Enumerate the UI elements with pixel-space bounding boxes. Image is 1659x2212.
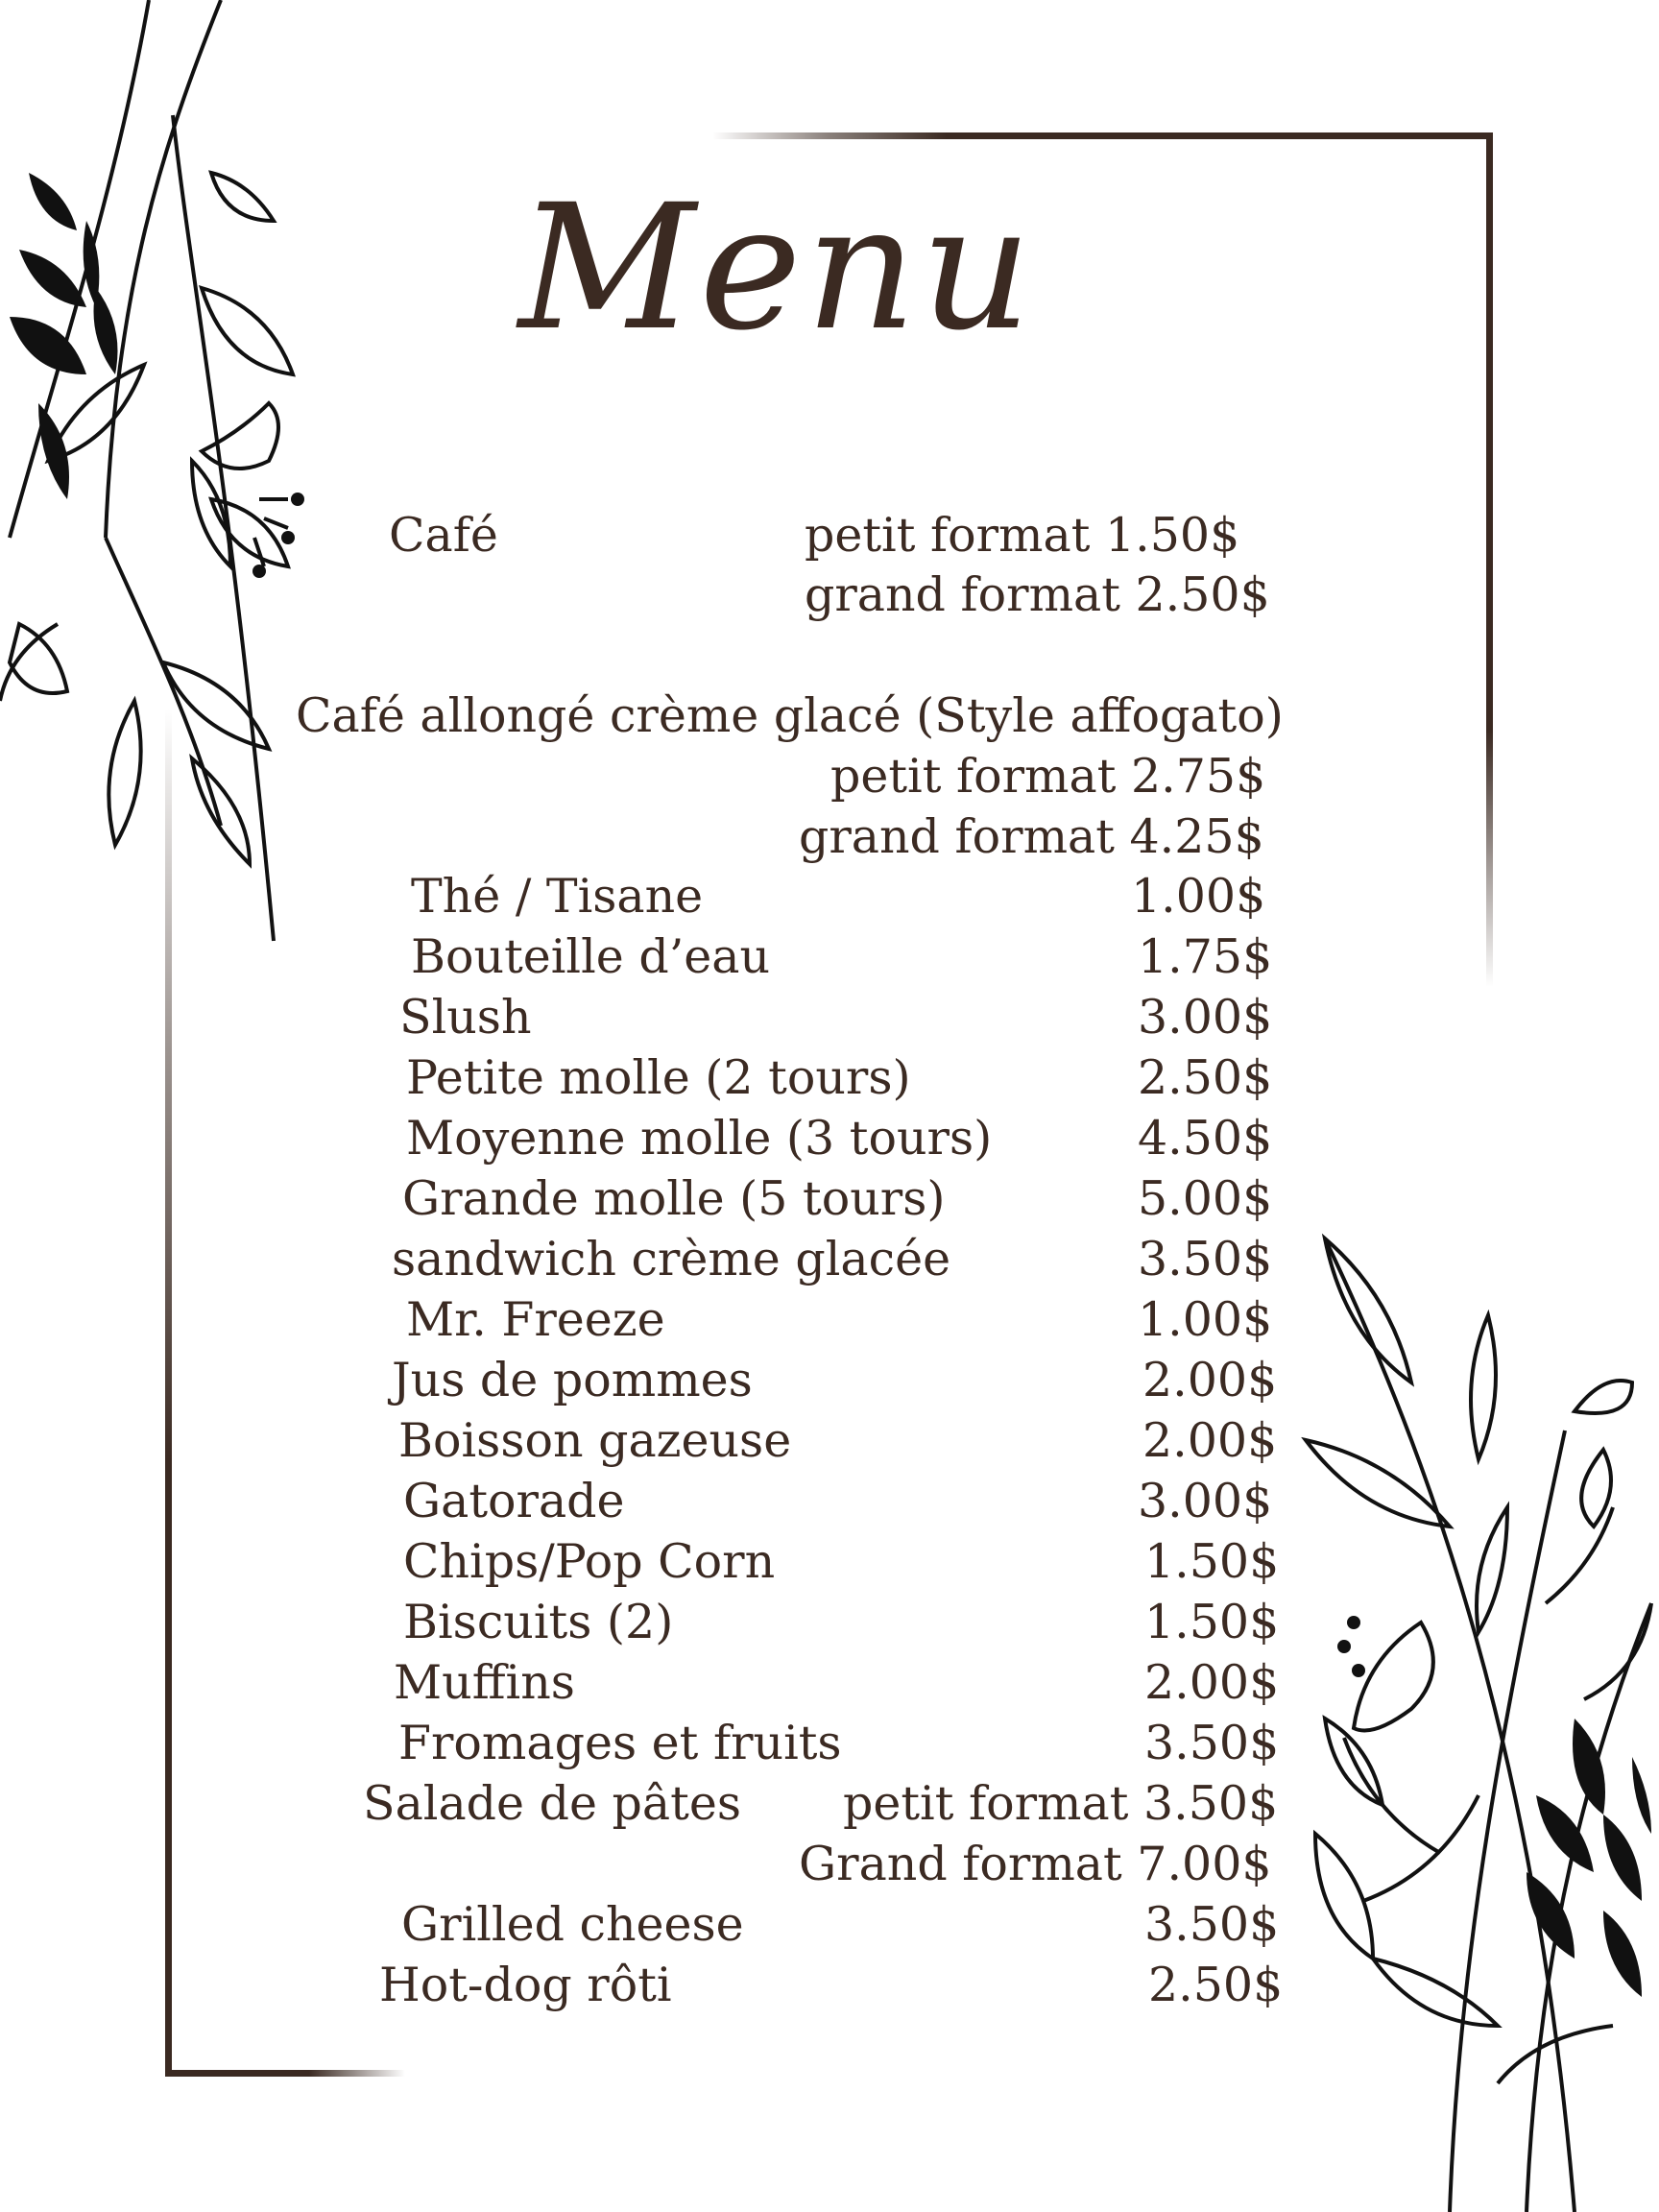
item-price-cafe-small: petit format 1.50$ — [805, 508, 1240, 563]
item-price-muffins: 2.00$ — [1144, 1655, 1280, 1710]
frame-top-edge — [712, 132, 1493, 139]
item-price-cafe-large: grand format 2.50$ — [805, 567, 1270, 622]
item-price-grilled-cheese: 3.50$ — [1144, 1897, 1280, 1952]
item-price-salade-small: petit format 3.50$ — [843, 1776, 1279, 1831]
botanical-branch-top-left-icon — [0, 0, 326, 960]
item-name-sandwich: sandwich crème glacée — [392, 1232, 951, 1286]
menu-title: Menu — [518, 168, 1036, 369]
item-name-muffins: Muffins — [394, 1655, 575, 1710]
item-name-grilled-cheese: Grilled cheese — [401, 1897, 744, 1952]
item-price-slush: 3.00$ — [1138, 990, 1273, 1045]
item-name-hot-dog: Hot-dog rôti — [379, 1958, 672, 2012]
item-name-chips: Chips/Pop Corn — [403, 1534, 776, 1589]
item-name-salade: Salade de pâtes — [363, 1776, 741, 1831]
item-name-cafe: Café — [389, 508, 498, 563]
botanical-branch-bottom-right-icon — [1286, 1219, 1659, 2212]
item-name-gazeuse: Boisson gazeuse — [398, 1413, 792, 1468]
item-name-grande-molle: Grande molle (5 tours) — [402, 1171, 946, 1226]
item-price-chips: 1.50$ — [1144, 1534, 1280, 1589]
item-name-fromages: Fromages et fruits — [398, 1716, 842, 1770]
item-name-gatorade: Gatorade — [403, 1474, 625, 1528]
item-price-eau: 1.75$ — [1138, 929, 1273, 984]
item-price-petite-molle: 2.50$ — [1138, 1050, 1273, 1105]
item-price-the: 1.00$ — [1131, 869, 1266, 924]
item-name-jus: Jus de pommes — [392, 1353, 753, 1407]
item-price-gatorade: 3.00$ — [1138, 1474, 1273, 1528]
frame-bottom-edge — [165, 2070, 405, 2077]
item-name-eau: Bouteille d’eau — [411, 929, 771, 984]
item-price-jus: 2.00$ — [1142, 1353, 1278, 1407]
item-name-moyenne-molle: Moyenne molle (3 tours) — [406, 1111, 993, 1166]
item-name-mr-freeze: Mr. Freeze — [406, 1292, 665, 1347]
item-price-gazeuse: 2.00$ — [1142, 1413, 1278, 1468]
item-price-fromages: 3.50$ — [1144, 1716, 1280, 1770]
item-price-grande-molle: 5.00$ — [1138, 1171, 1273, 1226]
item-price-affogato-large: grand format 4.25$ — [799, 809, 1264, 864]
item-name-the: Thé / Tisane — [411, 869, 704, 924]
item-price-biscuits: 1.50$ — [1144, 1595, 1280, 1649]
item-name-slush: Slush — [399, 990, 532, 1045]
item-price-sandwich: 3.50$ — [1138, 1232, 1273, 1286]
item-price-salade-large: Grand format 7.00$ — [799, 1837, 1272, 1891]
frame-right-edge — [1486, 132, 1493, 987]
item-price-moyenne-molle: 4.50$ — [1138, 1111, 1273, 1166]
item-price-hot-dog: 2.50$ — [1148, 1958, 1284, 2012]
item-price-affogato-small: petit format 2.75$ — [830, 749, 1266, 804]
item-name-petite-molle: Petite molle (2 tours) — [406, 1050, 911, 1105]
item-name-affogato: Café allongé crème glacé (Style affogato) — [296, 688, 1284, 743]
item-name-biscuits: Biscuits (2) — [403, 1595, 674, 1649]
item-price-mr-freeze: 1.00$ — [1138, 1292, 1273, 1347]
